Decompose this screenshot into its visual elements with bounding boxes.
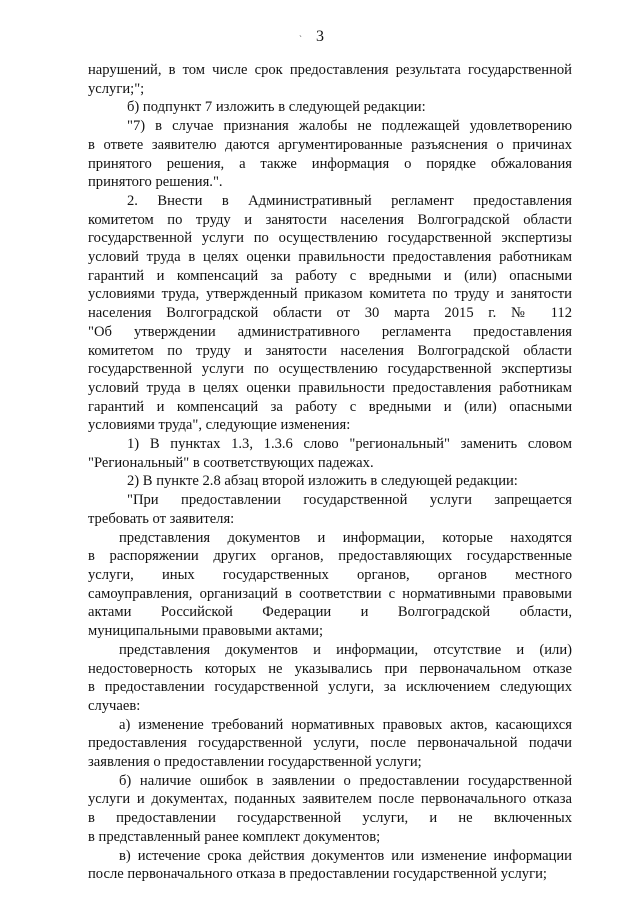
text-line: "Региональный" в соответствующих падежах. — [88, 454, 374, 471]
text-line: в распоряжении других органов, предоставляющих государственные — [88, 548, 572, 565]
text-line: гарантий и компенсаций за работу с вредными и (или) опасными — [88, 398, 572, 415]
paragraph — [88, 529, 572, 641]
text-line: требовать от заявителя: — [88, 510, 235, 527]
scan-mark: ` — [299, 34, 302, 44]
text-line: принятого решения.". — [88, 174, 223, 191]
text-line: условиями труда, утвержденный приказом комитета по труду и занятости — [88, 286, 572, 303]
text-line: условий труда в целях оценки правильности предоставления работникам — [88, 379, 572, 396]
text-line: в предоставлении государственной услуги, и не включенных — [88, 810, 572, 827]
text-line: муниципальными правовыми актами; — [88, 623, 324, 640]
text-line: актами Российской Федерации и Волгоградской области, — [88, 604, 572, 621]
document-body — [88, 61, 572, 884]
text-line: комитетом по труду и занятости населения Волгоградской области — [88, 211, 572, 228]
text-line: принятого решения, а также информация о порядке обжалования — [88, 155, 572, 172]
text-line: нарушений, в том числе срок предоставления результата государственной — [88, 62, 572, 78]
paragraph — [88, 472, 572, 491]
page-number: 3 — [316, 28, 324, 45]
text-line: государственной услуги по осуществлению государственной экспертизы — [88, 230, 572, 247]
text-line: представления документов и информации, которые находятся — [119, 529, 572, 546]
text-line: б) подпункт 7 изложить в следующей редакции: — [127, 99, 426, 116]
text-line: услуги, иных государственных органов, органов местного — [88, 566, 572, 583]
paragraph — [88, 641, 572, 716]
paragraph — [88, 117, 572, 192]
paragraph — [88, 772, 572, 847]
paragraph — [88, 716, 572, 772]
paragraph — [88, 491, 572, 528]
text-line: "7) в случае признания жалобы не подлежащей удовлетворению — [127, 118, 572, 135]
text-line: в представленный ранее комплект документов; — [88, 828, 381, 845]
text-line: заявления о предоставлении государственной услуги; — [88, 754, 422, 771]
text-line: "Об утверждении административного регламента предоставления — [88, 323, 572, 340]
text-line: "При предоставлении государственной услуги запрещается — [127, 492, 572, 509]
paragraph — [88, 61, 572, 98]
paragraph — [88, 98, 572, 117]
text-line: государственной услуги по осуществлению государственной экспертизы — [88, 361, 572, 378]
text-line: условиями труда", следующие изменения: — [88, 417, 351, 434]
text-line: гарантий и компенсаций за работу с вредными и (или) опасными — [88, 267, 572, 284]
text-line: предоставления государственной услуги, после первоначальной подачи — [88, 735, 572, 752]
text-line: 2) В пункте 2.8 абзац второй изложить в следующей редакции: — [127, 473, 518, 490]
text-line: недостоверность которых не указывались при первоначальном отказе — [88, 660, 572, 677]
text-line: населения Волгоградской области от 30 марта 2015 г. № 112 — [88, 305, 572, 322]
text-line: в предоставлении государственной услуги, за исключением следующих — [88, 679, 572, 696]
text-line: комитетом по труду и занятости населения Волгоградской области — [88, 342, 572, 359]
text-line: случаев: — [88, 697, 141, 714]
text-line: 1) В пунктах 1.3, 1.3.6 слово "региональный" заменить словом — [127, 436, 572, 453]
text-line: услуги;"; — [88, 80, 145, 97]
text-line: условий труда в целях оценки правильности предоставления работникам — [88, 249, 572, 266]
text-line: 2. Внести в Административный регламент предоставления — [127, 192, 572, 209]
paragraph — [88, 847, 572, 884]
text-line: б) наличие ошибок в заявлении о предоставлении государственной — [119, 772, 572, 789]
text-line: в ответе заявителю даются аргументированные разъяснения о причинах — [88, 136, 572, 153]
text-line: после первоначального отказа в предоставлении государственной услуги; — [88, 866, 547, 883]
text-line: в) истечение срока действия документов или изменение информации — [119, 847, 572, 864]
text-line: представления документов и информации, отсутствие и (или) — [119, 641, 572, 658]
text-line: услуги и документах, поданных заявителем после первоначального отказа — [88, 791, 572, 808]
text-line: самоуправления, организаций в соответствии с нормативными правовыми — [88, 585, 572, 602]
text-line: а) изменение требований нормативных правовых актов, касающихся — [119, 716, 572, 733]
paragraph — [88, 435, 572, 472]
paragraph — [88, 192, 572, 435]
